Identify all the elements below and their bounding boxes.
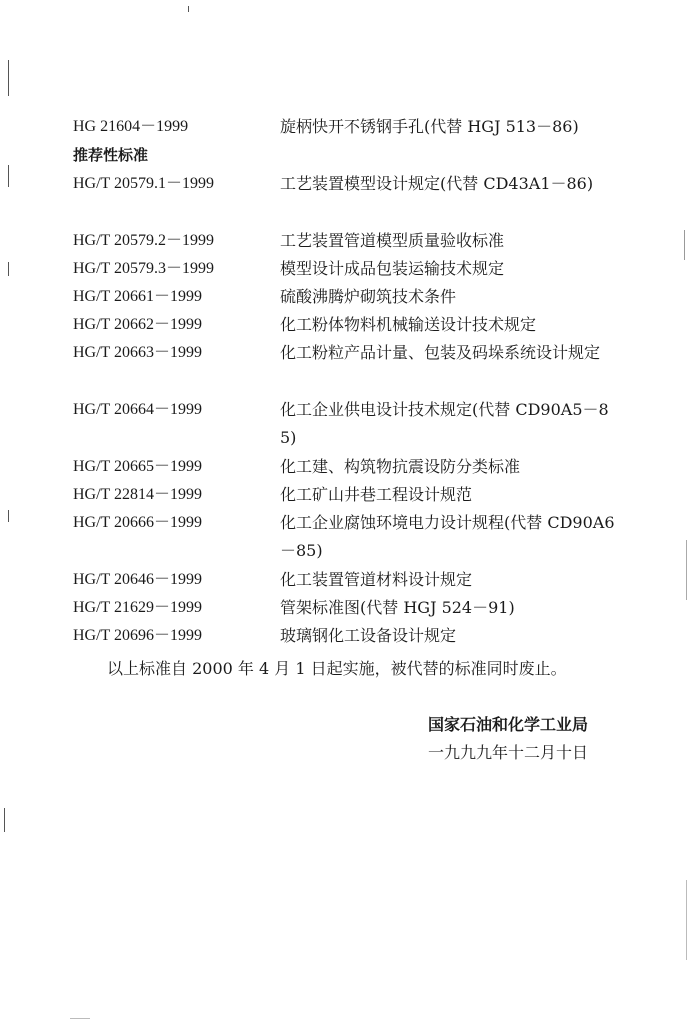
standard-title: 化工企业腐蚀环境电力设计规程(代替 CD90A6－85) [280,513,615,560]
standard-code: HG/T 20646－1999 [73,571,203,588]
scan-artifact [8,165,9,187]
standard-title: 硫酸沸腾炉砌筑技术条件 [280,287,457,306]
standard-code: HG/T 20696－1999 [73,627,203,644]
standard-code: HG/T 20662－1999 [73,316,203,333]
standard-code: HG 21604－1999 [73,118,189,135]
issuing-authority: 国家石油和化学工业局 [428,715,589,734]
scan-artifact [686,880,687,960]
standard-code: HG/T 20666－1999 [73,514,203,531]
standard-title: 工艺装置管道模型质量验收标准 [280,231,505,250]
scan-artifact [8,262,9,276]
standard-code: HG/T 20661－1999 [73,288,203,305]
standard-code: HG/T 20579.1－1999 [73,175,215,192]
standard-title: 玻璃钢化工设备设计规定 [280,626,457,645]
standard-title: 化工粉体物料机械输送设计技术规定 [280,315,537,334]
standard-code: HG/T 20663－1999 [73,344,203,361]
scan-artifact [8,510,9,522]
scan-artifact [4,808,5,832]
standard-title: 旋柄快开不锈钢手孔(代替 HGJ 513－86) [280,117,579,136]
issue-date: 一九九九年十二月十日 [428,743,589,762]
standard-code: HG/T 20665－1999 [73,458,203,475]
standard-code: HG/T 21629－1999 [73,599,203,616]
section-heading: 推荐性标准 [73,146,149,164]
scan-artifact [8,60,9,96]
standard-title: 管架标准图(代替 HGJ 524－91) [280,598,515,617]
standard-code: HG/T 22814－1999 [73,486,203,503]
standard-title: 化工粉粒产品计量、包装及码垛系统设计规定 [280,343,601,362]
scan-artifact [188,6,189,12]
standard-code: HG/T 20664－1999 [73,401,203,418]
standard-title: 化工矿山井巷工程设计规范 [280,485,473,504]
standard-title: 化工企业供电设计技术规定(代替 CD90A5－85) [280,400,609,447]
standard-title: 工艺装置模型设计规定(代替 CD43A1－86) [280,174,594,193]
standard-code: HG/T 20579.2－1999 [73,232,215,249]
standard-title: 模型设计成品包装运输技术规定 [280,259,505,278]
effective-date-notice: 以上标准自 2000 年 4 月 1 日起实施，被代替的标准同时废止。 [107,659,567,678]
scan-artifact [70,1018,90,1019]
standard-title: 化工建、构筑物抗震设防分类标准 [280,457,521,476]
standard-title: 化工装置管道材料设计规定 [280,570,473,589]
standard-code: HG/T 20579.3－1999 [73,260,215,277]
scan-artifact [686,540,687,600]
scan-artifact [684,230,685,260]
